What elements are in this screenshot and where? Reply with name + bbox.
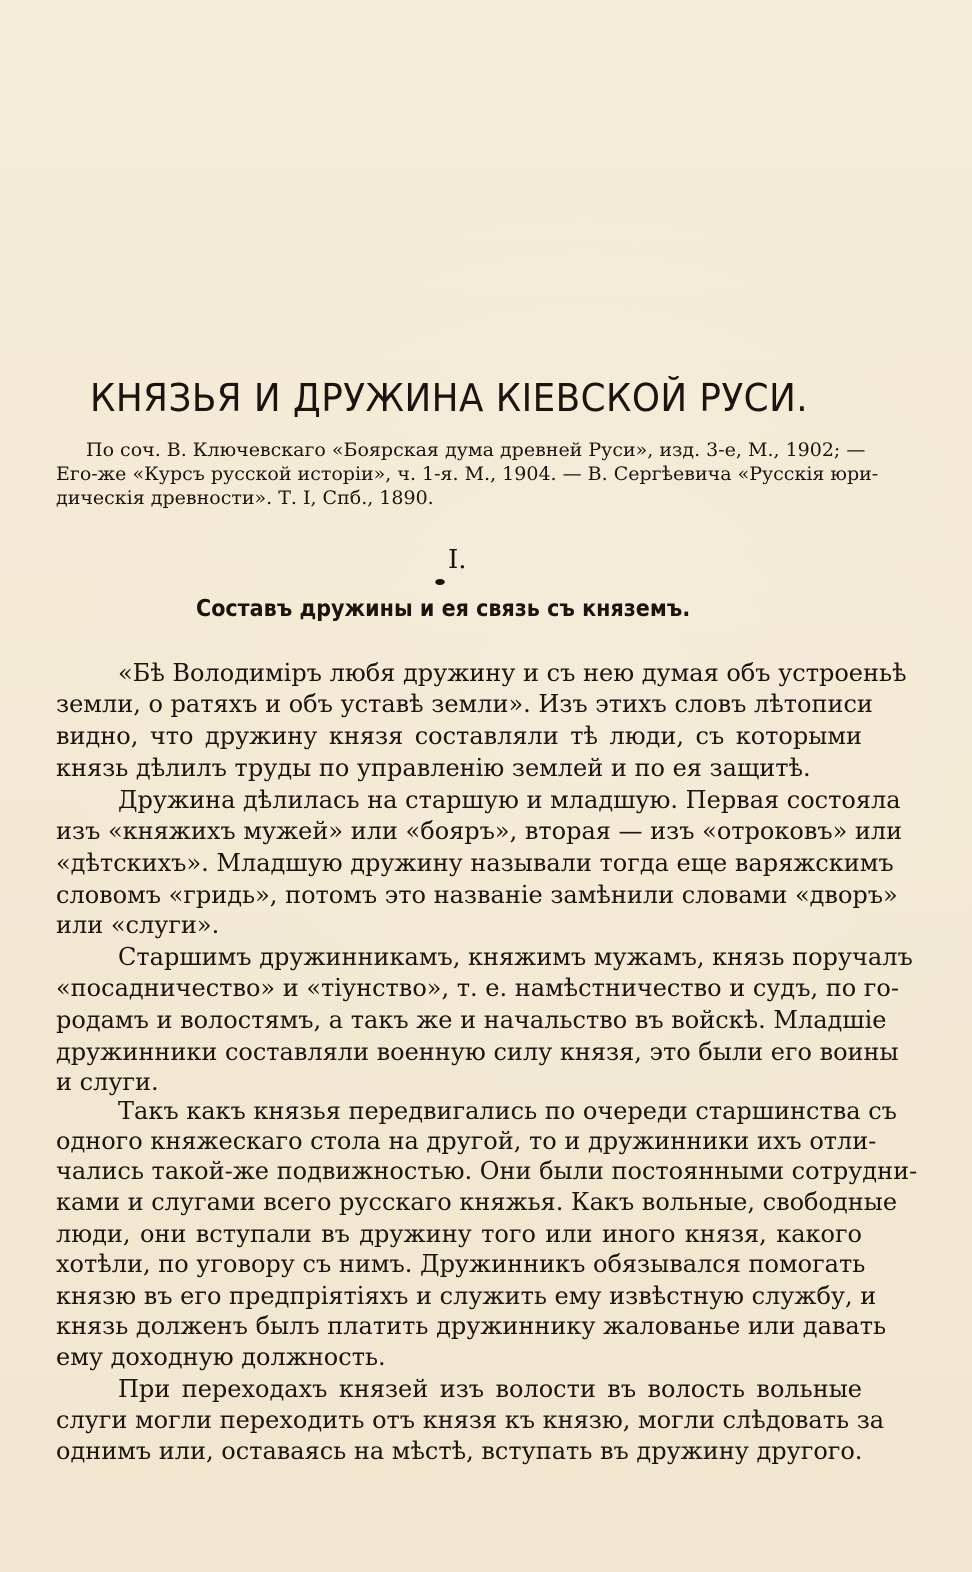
- paragraph-line: изъ «княжихъ мужей» или «бояръ», вторая — изъ «отроковъ» или: [56, 817, 903, 845]
- section-heading: Составъ дружины и ея связь съ княземъ.: [196, 596, 691, 622]
- paragraph-line: «Бѣ Володиміръ любя дружину и съ нею думая объ устроеньѣ: [118, 659, 907, 687]
- paragraph-line: князь дѣлилъ труды по управленію землей и по ея защитѣ.: [56, 754, 811, 782]
- paragraph-line: князь долженъ былъ платить дружиннику жалованье или давать: [56, 1312, 887, 1340]
- paragraph-line: или «слуги».: [56, 911, 220, 939]
- source-note-line: По соч. В. Ключевскаго «Боярская дума древней Руси», изд. 3-е, М., 1902; —: [86, 439, 866, 461]
- paragraph-line: видно, что дружину князя составляли тѣ люди, съ которыми: [56, 722, 862, 750]
- source-note-line: Его-же «Курсъ русской исторіи», ч. 1-я. М., 1904. — В. Сергѣевича «Русскія юри-: [56, 463, 879, 485]
- paragraph-line: родамъ и волостямъ, а такъ же и начальство въ войскѣ. Младшіе: [56, 1006, 887, 1034]
- section-number: I.: [448, 545, 467, 575]
- paragraph-line: однимъ или, оставаясь на мѣстѣ, вступать въ дружину другого.: [56, 1437, 863, 1465]
- paragraph-line: «посадничество» и «тіунство», т. е. намѣстничество и судъ, по го-: [56, 974, 899, 1002]
- paragraph-line: При переходахъ князей изъ волости въ волость вольные: [118, 1375, 862, 1403]
- paragraph-line: Дружина дѣлилась на старшую и младшую. Первая состояла: [118, 786, 901, 814]
- paragraph-line: и слуги.: [56, 1068, 159, 1096]
- paragraph-line: земли, о ратяхъ и объ уставѣ земли». Изъ этихъ словъ лѣтописи: [56, 690, 873, 718]
- paragraph-line: «дѣтскихъ». Младшую дружину называли тогда еще варяжскимъ: [56, 849, 894, 877]
- paragraph-line: чались такой-же подвижностью. Они были постоянными сотрудни-: [56, 1157, 918, 1185]
- paragraph-line: князю въ его предпріятіяхъ и служить ему извѣстную службу, и: [56, 1282, 877, 1310]
- paragraph-line: дружинники составляли военную силу князя, это были его воины: [56, 1038, 899, 1066]
- paragraph-line: Такъ какъ князья передвигались по очереди старшинства съ: [118, 1097, 897, 1125]
- article-title: КНЯЗЬЯ И ДРУЖИНА КІЕВСКОЙ РУСИ.: [90, 376, 809, 420]
- source-note-line: дическія древности». Т. I, Спб., 1890.: [56, 487, 434, 509]
- paragraph-line: одного княжескаго стола на другой, то и дружинники ихъ отли-: [56, 1127, 877, 1155]
- paragraph-line: ему доходную должность.: [56, 1343, 386, 1371]
- paragraph-line: словомъ «гридь», потомъ это названіе замѣнили словами «дворъ»: [56, 881, 898, 909]
- paragraph-line: люди, они вступали въ дружину того или иного князя, какого: [56, 1220, 862, 1248]
- section-ornament: [433, 578, 446, 586]
- paragraph-line: Старшимъ дружинникамъ, княжимъ мужамъ, князь поручалъ: [118, 943, 913, 971]
- paragraph-line: слуги могли переходить отъ князя къ князю, могли слѣдовать за: [56, 1406, 885, 1434]
- paragraph-line: хотѣли, по уговору съ нимъ. Дружинникъ обязывался помогать: [56, 1250, 866, 1278]
- paragraph-line: ками и слугами всего русскаго княжья. Какъ вольные, свободные: [56, 1188, 898, 1216]
